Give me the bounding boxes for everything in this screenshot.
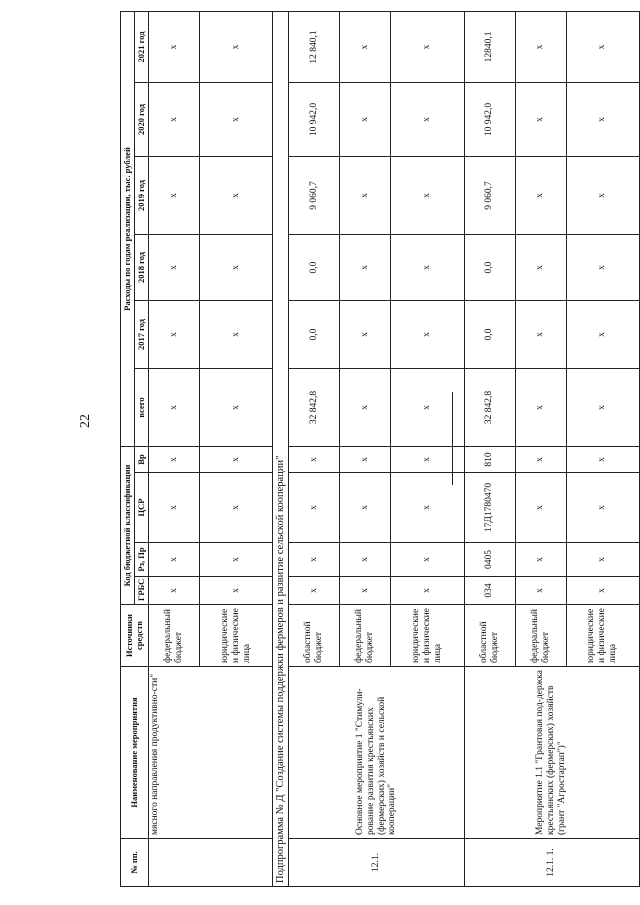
y2018-cell: х — [566, 235, 639, 301]
rzpr-cell: х — [289, 543, 340, 577]
source-cell: федеральный бюджет — [340, 605, 391, 667]
y2018-cell: х — [391, 235, 464, 301]
y2019-cell: 9 060,7 — [464, 157, 515, 235]
header-num: № пп. — [121, 839, 149, 887]
y2018-cell: х — [340, 235, 391, 301]
y2020-cell: х — [340, 83, 391, 157]
total-cell: х — [149, 369, 200, 447]
source-cell: областной бюджет — [289, 605, 340, 667]
subprogram-row — [273, 11, 289, 886]
y2019-cell: 9 060,7 — [289, 157, 340, 235]
table-row — [149, 11, 200, 886]
csr-cell: х — [149, 473, 200, 543]
csr-cell: х — [199, 473, 272, 543]
total-cell: 32 842,8 — [464, 369, 515, 447]
total-cell: х — [391, 369, 464, 447]
y2017-cell: х — [566, 301, 639, 369]
measure-name: Основное мероприятие 1 "Стимули-рование развития крестьянских (фермерских) хозяйств и сельской кооперации" — [289, 667, 464, 839]
rzpr-cell: 0405 — [464, 543, 515, 577]
grbs-cell: х — [340, 577, 391, 605]
y2019-cell: х — [149, 157, 200, 235]
csr-cell: х — [391, 473, 464, 543]
measure-name: Мероприятие 1.1 "Грантовая под-держка крестьянских (фермерских) хозяйств (грант "Агростартап")" — [464, 667, 639, 839]
header-2020: 2020 год — [135, 83, 149, 157]
total-cell: 32 842,8 — [289, 369, 340, 447]
y2017-cell: 0,0 — [289, 301, 340, 369]
vr-cell: х — [149, 447, 200, 473]
header-total: всего — [135, 369, 149, 447]
subprogram-title: Подпрограмма № Д "Создание системы поддержки фермеров и развитие сельской кооперации" — [273, 11, 289, 886]
header-source: Источники средств — [121, 605, 149, 667]
grbs-cell: х — [515, 577, 566, 605]
header-name: Наименование мероприятия — [121, 667, 149, 839]
header-csr: ЦСР — [135, 473, 149, 543]
y2018-cell: х — [515, 235, 566, 301]
vr-cell: х — [566, 447, 639, 473]
csr-cell: х — [566, 473, 639, 543]
source-cell: федеральный бюджет — [149, 605, 200, 667]
grbs-cell: х — [199, 577, 272, 605]
total-cell: х — [566, 369, 639, 447]
y2019-cell: х — [566, 157, 639, 235]
y2017-cell: 0,0 — [464, 301, 515, 369]
y2020-cell: х — [391, 83, 464, 157]
measure-name: мясного направления продуктивно-сти" — [149, 667, 273, 839]
y2020-cell: 10 942,0 — [464, 83, 515, 157]
header-2018: 2018 год — [135, 235, 149, 301]
rzpr-cell: х — [566, 543, 639, 577]
y2017-cell: х — [391, 301, 464, 369]
y2018-cell: х — [149, 235, 200, 301]
header-2021: 2021 год — [135, 11, 149, 82]
table-row — [289, 11, 340, 886]
table-row — [464, 11, 515, 886]
y2021-cell: х — [566, 11, 639, 82]
header-2017: 2017 год — [135, 301, 149, 369]
y2020-cell: х — [566, 83, 639, 157]
y2021-cell: х — [515, 11, 566, 82]
y2021-cell: 12840,1 — [464, 11, 515, 82]
total-cell: х — [199, 369, 272, 447]
row-num — [149, 839, 273, 887]
header-grbs: ГРБС — [135, 577, 149, 605]
row-num: 12.1. 1. — [464, 839, 639, 887]
grbs-cell: х — [391, 577, 464, 605]
rzpr-cell: х — [340, 543, 391, 577]
total-cell: х — [340, 369, 391, 447]
y2017-cell: х — [149, 301, 200, 369]
header-vr: Вр — [135, 447, 149, 473]
csr-cell: х — [289, 473, 340, 543]
source-cell: областной бюджет — [464, 605, 515, 667]
source-cell: федеральный бюджет — [515, 605, 566, 667]
grbs-cell: х — [289, 577, 340, 605]
expenses-table — [120, 11, 640, 887]
csr-cell: х — [515, 473, 566, 543]
y2017-cell: х — [340, 301, 391, 369]
y2017-cell: х — [199, 301, 272, 369]
vr-cell: 810 — [464, 447, 515, 473]
header-rzpr: Рз, Пр — [135, 543, 149, 577]
table-body — [149, 11, 640, 886]
grbs-cell: х — [149, 577, 200, 605]
vr-cell: х — [515, 447, 566, 473]
page-number: 22 — [78, 414, 93, 428]
source-cell: юридические и физические лица — [566, 605, 639, 667]
header-2019: 2019 год — [135, 157, 149, 235]
grbs-cell: х — [566, 577, 639, 605]
y2018-cell: 0,0 — [289, 235, 340, 301]
vr-cell: х — [289, 447, 340, 473]
y2020-cell: 10 942,0 — [289, 83, 340, 157]
y2021-cell: х — [149, 11, 200, 82]
y2017-cell: х — [515, 301, 566, 369]
y2019-cell: х — [391, 157, 464, 235]
vr-cell: х — [199, 447, 272, 473]
total-cell: х — [515, 369, 566, 447]
rotated-table-wrapper — [120, 12, 640, 887]
csr-cell: х — [340, 473, 391, 543]
rzpr-cell: х — [391, 543, 464, 577]
y2020-cell: х — [199, 83, 272, 157]
y2021-cell: х — [199, 11, 272, 82]
vr-cell: х — [391, 447, 464, 473]
y2018-cell: 0,0 — [464, 235, 515, 301]
header-code-group: Код бюджетной классификации — [121, 447, 135, 605]
row-num: 12.1. — [289, 839, 464, 887]
grbs-cell: 034 — [464, 577, 515, 605]
rzpr-cell: х — [515, 543, 566, 577]
y2020-cell: х — [149, 83, 200, 157]
csr-cell: 17Д1780470 — [464, 473, 515, 543]
header-expenses-group: Расходы по годам реализации, тыс. рублей — [121, 11, 135, 446]
y2019-cell: х — [340, 157, 391, 235]
source-cell: юридические и физические лица — [199, 605, 272, 667]
y2019-cell: х — [199, 157, 272, 235]
rzpr-cell: х — [199, 543, 272, 577]
y2020-cell: х — [515, 83, 566, 157]
y2018-cell: х — [199, 235, 272, 301]
vr-cell: х — [340, 447, 391, 473]
y2021-cell: х — [391, 11, 464, 82]
y2021-cell: 12 840,1 — [289, 11, 340, 82]
y2021-cell: х — [340, 11, 391, 82]
source-cell: юридические и физические лица — [391, 605, 464, 667]
y2019-cell: х — [515, 157, 566, 235]
rzpr-cell: х — [149, 543, 200, 577]
